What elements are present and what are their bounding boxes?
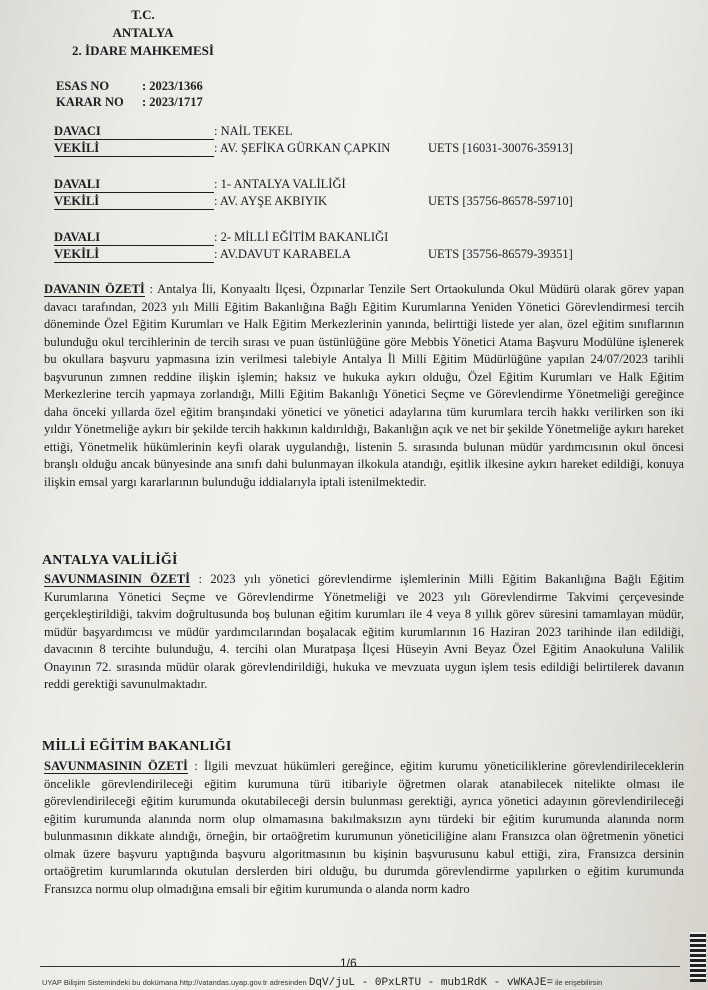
esas-value: : 2023/1366 bbox=[142, 79, 203, 93]
uets-address: UETS [35756-86579-39351] bbox=[428, 247, 573, 261]
uyap-footer bbox=[42, 977, 702, 989]
bakanlik-savunma-paragraph bbox=[44, 758, 684, 898]
bakanlik-title: MİLLİ EĞİTİM BAKANLIĞI bbox=[42, 739, 232, 754]
party-value: : NAİL TEKEL bbox=[214, 124, 293, 138]
bakanlik-savunma-text: İlgili mevzuat hükümleri gereğince, eğitim kurumu yöneticiliklerine görevlendirileceklerin öncelikle görevlendirileceği eğitim kurumuna türü itibariyle öğretmen olarak atanabilecek nitelikte olması ile görevlendirileceği eğitim kurumunda okutabileceği dersin bulunması gerektiği, ayrıca yönetici adayının görevlendirileceği eğitim kurumunda alanında norm olup olmamasına bakılmaksızın aynı türdeki bir eğitim kurumunda alanında norm bulunmasının dikkate alındığı, örneğin, bir ortaöğretim kurumunun yöneticiliğine alanı Fransızca olan öğretmenin yönetici olmak üzere başvuru yaptığında başvuru algoritmasının bu kişinin başvurusunu kabul ettiği, zira, Fransızca dersinin ortaöğretim kurumlarında okutulan derslerden biri olduğu, bu durumda görevlendirme yapılırken o eğitim kurumunda Fransızca normu olup olmadığına emsali bir eğitim kurumunda o alanda norm kadro bbox=[44, 759, 685, 896]
karar-no bbox=[56, 95, 203, 110]
party-row bbox=[54, 194, 614, 211]
party-block-davali-2 bbox=[54, 230, 614, 264]
party-row bbox=[54, 141, 614, 158]
header-tc: T.C. bbox=[131, 7, 155, 22]
savunma-heading: SAVUNMASININ ÖZETİ bbox=[44, 759, 188, 773]
party-row bbox=[54, 124, 614, 141]
esas-label: ESAS NO bbox=[56, 79, 110, 93]
party-block-davali-1 bbox=[54, 177, 614, 211]
qr-code-icon bbox=[690, 932, 706, 982]
footer-note: UYAP Bilişim Sistemindeki bu dokümana http://vatandas.uyap.gov.tr adresinden bbox=[42, 978, 307, 987]
footer-divider bbox=[40, 966, 680, 967]
party-value: : 2- MİLLİ EĞİTİM BAKANLIĞI bbox=[214, 230, 389, 244]
party-label: VEKİLİ bbox=[54, 247, 214, 263]
party-label: DAVALI bbox=[54, 177, 214, 193]
party-label: DAVACI bbox=[54, 124, 214, 140]
court-header bbox=[58, 6, 228, 60]
party-block-davaci bbox=[54, 124, 614, 158]
davanin-ozeti-text: Antalya İli, Konyaaltı İlçesi, Özpınarlar Tenzile Sert Ortaokulunda Okul Müdürü olarak görev yapan davacı tarafından, 2023 yılı Milli Eğitim Bakanlığına Bağlı Eğitim Kurumlarına Yeniden Yönetici Görevlendirmesi tercih döneminde Özel Eğitim Kurumları ve Halk Eğitim Merkezlerinin yanında, belirttiği listede yer alan, özel eğitim sınıflarının bulunduğu okul tercihlerinin de tercih sırası ve puan üstünlüğüne göre Mebbis Yönetici Atama Başvuru Modülüne işlenerek bu okullara başvuru yapmasına izin verilmesi talebiyle Antalya İl Milli Eğitim Müdürlüğüne yapılan 24/07/2023 tarihli başvurunun zımnen reddine ilişkin işlemin; haksız ve hukuka aykırı olduğu, Özel Eğitim Kurumları ve Halk Eğitim Merkezlerine tercih yapmaya zorlandığı, Milli Eğitim Bakanlığı Yönetici Seçme ve Görevlendirme Yönetmeliği gereğince daha önceki yıllarda özel eğitim branşındaki yönetici ve yönetici adaylarına tüm kurumlara tercih hakkı verilirken son iki yıldır Yönetmeliğe aykırı bir şekilde tercih hakkının kaldırıldığı, Bakanlığın açık ve net bir şekilde Yönetmeliğe aykırı hareket ettiği, Yönetmelik hükümlerinin keyfi olarak uygulandığı, listenin 5. sırasında bulunan müdür yardımcısının okul öncesi branşlı olduğu ancak bünyesinde ana sınıfı dahi bulunmayan ilkokula atandığı, eşitlik ilkesine aykırı hareket edildiği, konuya ilişkin emsal yargı kararlarının bulunduğu iddialarıyla iptali istenilmektedir. bbox=[44, 282, 684, 489]
uets-address: UETS [16031-30076-35913] bbox=[428, 141, 573, 155]
party-label: VEKİLİ bbox=[54, 194, 214, 210]
savunma-heading: SAVUNMASININ ÖZETİ bbox=[44, 572, 191, 586]
party-label: VEKİLİ bbox=[54, 141, 214, 157]
header-city: ANTALYA bbox=[112, 25, 174, 40]
party-row bbox=[54, 230, 614, 247]
header-court: 2. İDARE MAHKEMESİ bbox=[72, 43, 214, 58]
davanin-ozeti-heading: DAVANIN ÖZETİ bbox=[44, 282, 145, 296]
heading-separator: : bbox=[190, 572, 211, 586]
page-number: 1/6 bbox=[340, 956, 357, 970]
heading-separator: : bbox=[144, 282, 158, 296]
party-row bbox=[54, 177, 614, 194]
esas-no bbox=[56, 79, 203, 94]
valilik-savunma-text: 2023 yılı yönetici görevlendirme işlemlerinin Milli Eğitim Bakanlığına Bağlı Eğitim Kurumlarına Yönetici Seçme ve Görevlendirme Yönetmeliği ve 2023 yılı Görevlendirme Takvimi çerçevesinde gerçekleştirildiği, takvim doğrultusunda boş bulunan eğitim kurumları ile 4 veya 8 yıllık görev süresini tamamlayan müdür, müdür başyardımcısı ve müdür yardımcılarından boşalacak eğitim kurumlarının 16 Haziran 2023 tarihinde ilan edildiği, davacının 8 tercihte bulunduğu, 4. tercihi olan Muratpaşa İlçesi Hüseyin Avni Beyaz Özel Eğitim Anaokuluna Valilik Onayının 72. sırasında müdür olarak görevlendirildiği, hukuka ve mevzuata uygun işlem tesis edildiği belirtilerek davanın reddi gerektiği savunulmaktadır. bbox=[44, 572, 685, 691]
davanin-ozeti-paragraph bbox=[44, 281, 684, 491]
verification-code: DqV/juL - 0PxLRTU - mub1RdK - vWKAJE= bbox=[308, 977, 554, 989]
party-value: : 1- ANTALYA VALİLİĞİ bbox=[214, 177, 346, 191]
party-value: : AV.DAVUT KARABELA bbox=[214, 247, 351, 261]
party-value: : AV. ŞEFİKA GÜRKAN ÇAPKIN bbox=[214, 141, 391, 155]
uets-address: UETS [35756-86578-59710] bbox=[428, 194, 573, 208]
party-label: DAVALI bbox=[54, 230, 214, 246]
karar-label: KARAR NO bbox=[56, 95, 124, 109]
valilik-savunma-paragraph bbox=[44, 571, 684, 694]
party-value: : AV. AYŞE AKBIYIK bbox=[214, 194, 328, 208]
party-row bbox=[54, 247, 614, 264]
heading-separator: : bbox=[187, 759, 204, 773]
valilik-title: ANTALYA VALİLİĞİ bbox=[42, 553, 178, 568]
footer-tail: ile erişebilirsin bbox=[555, 978, 603, 987]
karar-value: : 2023/1717 bbox=[142, 95, 203, 109]
